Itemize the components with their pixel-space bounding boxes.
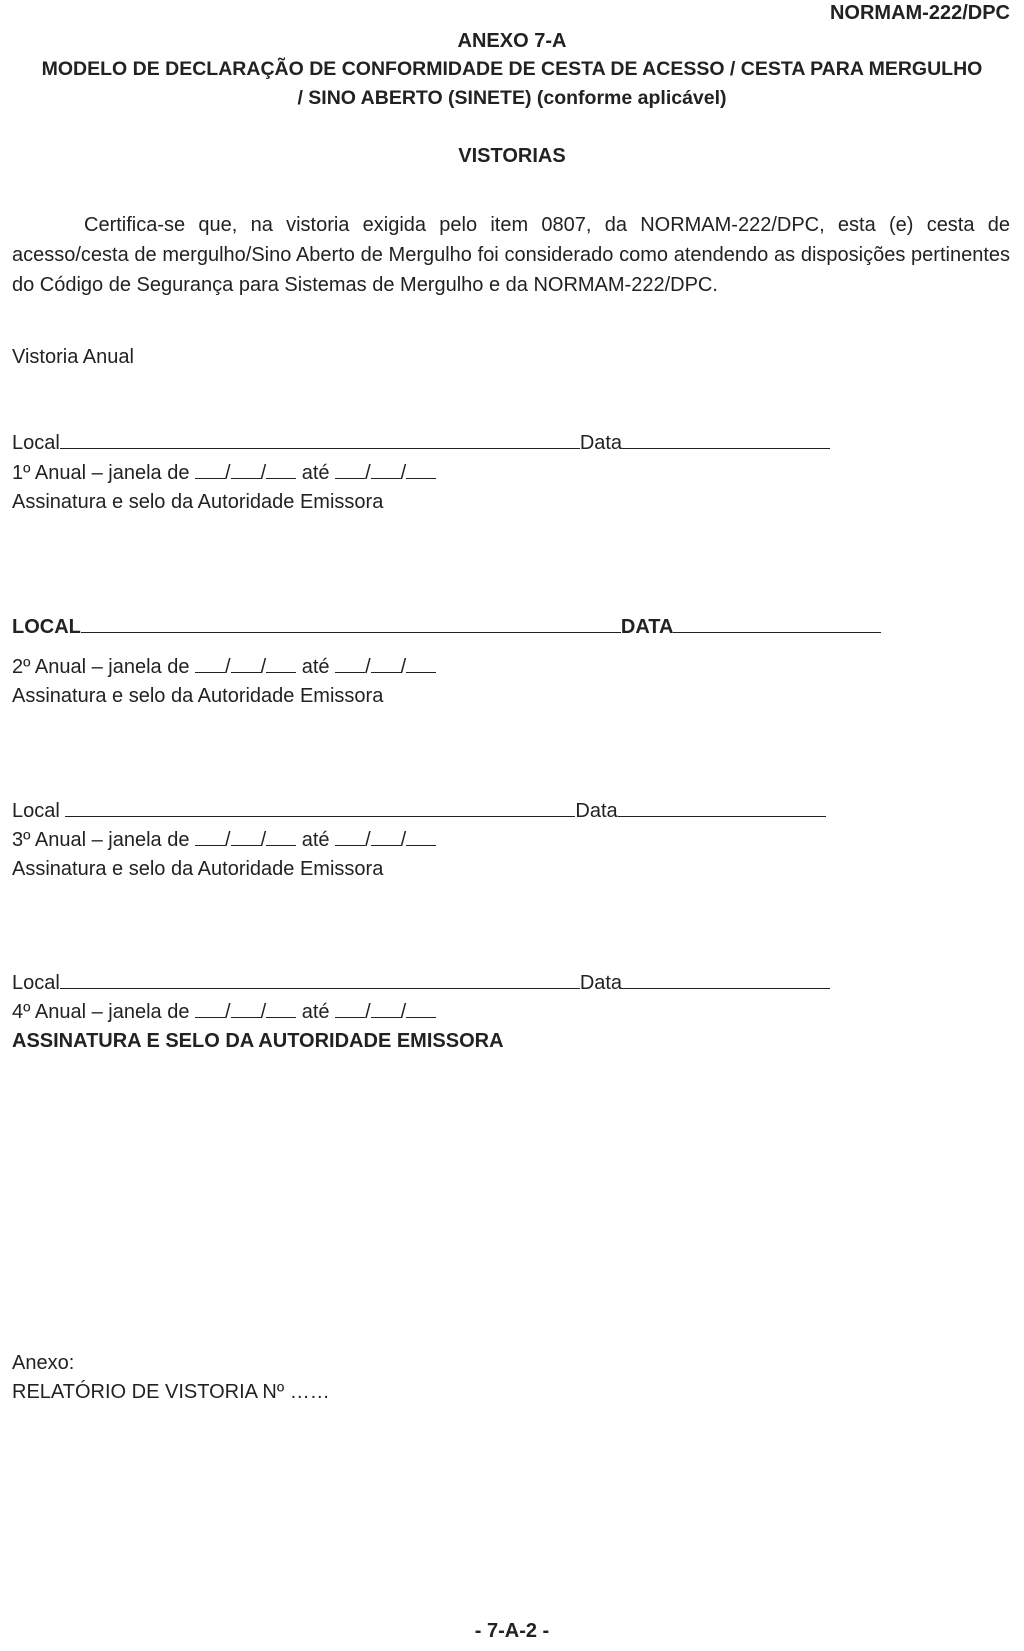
annex-title: ANEXO 7-A (457, 30, 567, 52)
subtitle: Vistoria Anual (12, 346, 134, 368)
window-end-year[interactable] (406, 477, 436, 479)
local-field[interactable] (60, 447, 580, 449)
window-start-year[interactable] (266, 671, 296, 673)
window-start-day[interactable] (195, 477, 225, 479)
annex-label: Anexo: (12, 1352, 75, 1374)
date-field[interactable] (622, 987, 830, 989)
window-start-month[interactable] (231, 671, 261, 673)
certification-paragraph (12, 210, 1010, 300)
inspection-2-signature: Assinatura e selo da Autoridade Emissora (12, 685, 384, 707)
date-field[interactable] (673, 631, 881, 633)
window-start-month[interactable] (231, 1016, 261, 1018)
inspection-2-location-row (12, 616, 881, 639)
window-end-month[interactable] (371, 671, 401, 673)
document-title-line-1: MODELO DE DECLARAÇÃO DE CONFORMIDADE DE CESTA DE ACESSO / CESTA PARA MERGULHO (41, 58, 983, 80)
date-label: Data (579, 432, 623, 454)
inspection-4-location-row (12, 972, 830, 995)
date-label: DATA (620, 616, 674, 638)
date-field[interactable] (622, 447, 830, 449)
certification-text: Certifica-se que, na vistoria exigida pelo item 0807, da NORMAM-222/DPC, esta (e) cesta de acesso/cesta de mergulho/Sino Aberto de Mergulho foi considerado como atendendo as disposições pertinentes do Código de Segurança para Sistemas de Mergulho e da NORMAM-222/DPC. (12, 214, 1010, 296)
inspection-3-window-row: 3º Anual – janela de / / até / / (12, 829, 436, 852)
window-start-month[interactable] (231, 844, 261, 846)
inspection-report-reference: RELATÓRIO DE VISTORIA Nº …… (12, 1381, 330, 1403)
window-start-day[interactable] (195, 844, 225, 846)
local-field[interactable] (60, 987, 580, 989)
window-label: 1º Anual – janela de (12, 462, 190, 484)
window-end-month[interactable] (371, 1016, 401, 1018)
inspection-1-location-row (12, 432, 830, 455)
window-end-month[interactable] (371, 477, 401, 479)
ate-label: até (301, 1001, 330, 1023)
window-end-year[interactable] (406, 844, 436, 846)
window-end-day[interactable] (335, 1016, 365, 1018)
local-field[interactable] (81, 631, 621, 633)
norm-reference: NORMAM-222/DPC (829, 2, 1010, 24)
window-end-year[interactable] (406, 671, 436, 673)
window-start-day[interactable] (195, 671, 225, 673)
window-start-year[interactable] (266, 844, 296, 846)
local-field[interactable] (65, 815, 575, 817)
inspection-4-window-row: 4º Anual – janela de / / até / / (12, 1001, 436, 1024)
window-end-month[interactable] (371, 844, 401, 846)
window-end-day[interactable] (335, 671, 365, 673)
window-label: 2º Anual – janela de (12, 656, 190, 678)
date-label: Data (579, 972, 623, 994)
date-label: Data (575, 800, 618, 822)
window-start-year[interactable] (266, 1016, 296, 1018)
inspection-1-window-row: 1º Anual – janela de / / até / / (12, 462, 436, 485)
local-label: Local (12, 432, 60, 454)
inspection-3-location-row (12, 800, 826, 823)
inspection-3-signature: Assinatura e selo da Autoridade Emissora (12, 858, 384, 880)
inspection-2-window-row: 2º Anual – janela de / / até / / (12, 656, 436, 679)
section-heading: VISTORIAS (458, 145, 566, 167)
window-end-day[interactable] (335, 477, 365, 479)
window-start-day[interactable] (195, 1016, 225, 1018)
document-title-line-2: / SINO ABERTO (SINETE) (conforme aplicável) (297, 87, 727, 109)
window-start-year[interactable] (266, 477, 296, 479)
local-label: LOCAL (12, 616, 81, 638)
ate-label: até (301, 829, 330, 851)
local-label: Local (12, 972, 60, 994)
window-label: 4º Anual – janela de (12, 1001, 190, 1023)
window-label: 3º Anual – janela de (12, 829, 190, 851)
date-field[interactable] (618, 815, 826, 817)
ate-label: até (301, 656, 330, 678)
window-end-year[interactable] (406, 1016, 436, 1018)
window-end-day[interactable] (335, 844, 365, 846)
inspection-4-signature: ASSINATURA E SELO DA AUTORIDADE EMISSORA (12, 1030, 504, 1052)
inspection-1-signature: Assinatura e selo da Autoridade Emissora (12, 491, 384, 513)
page-number: - 7-A-2 - (474, 1620, 550, 1642)
window-start-month[interactable] (231, 477, 261, 479)
local-label: Local (12, 800, 66, 822)
ate-label: até (301, 462, 330, 484)
